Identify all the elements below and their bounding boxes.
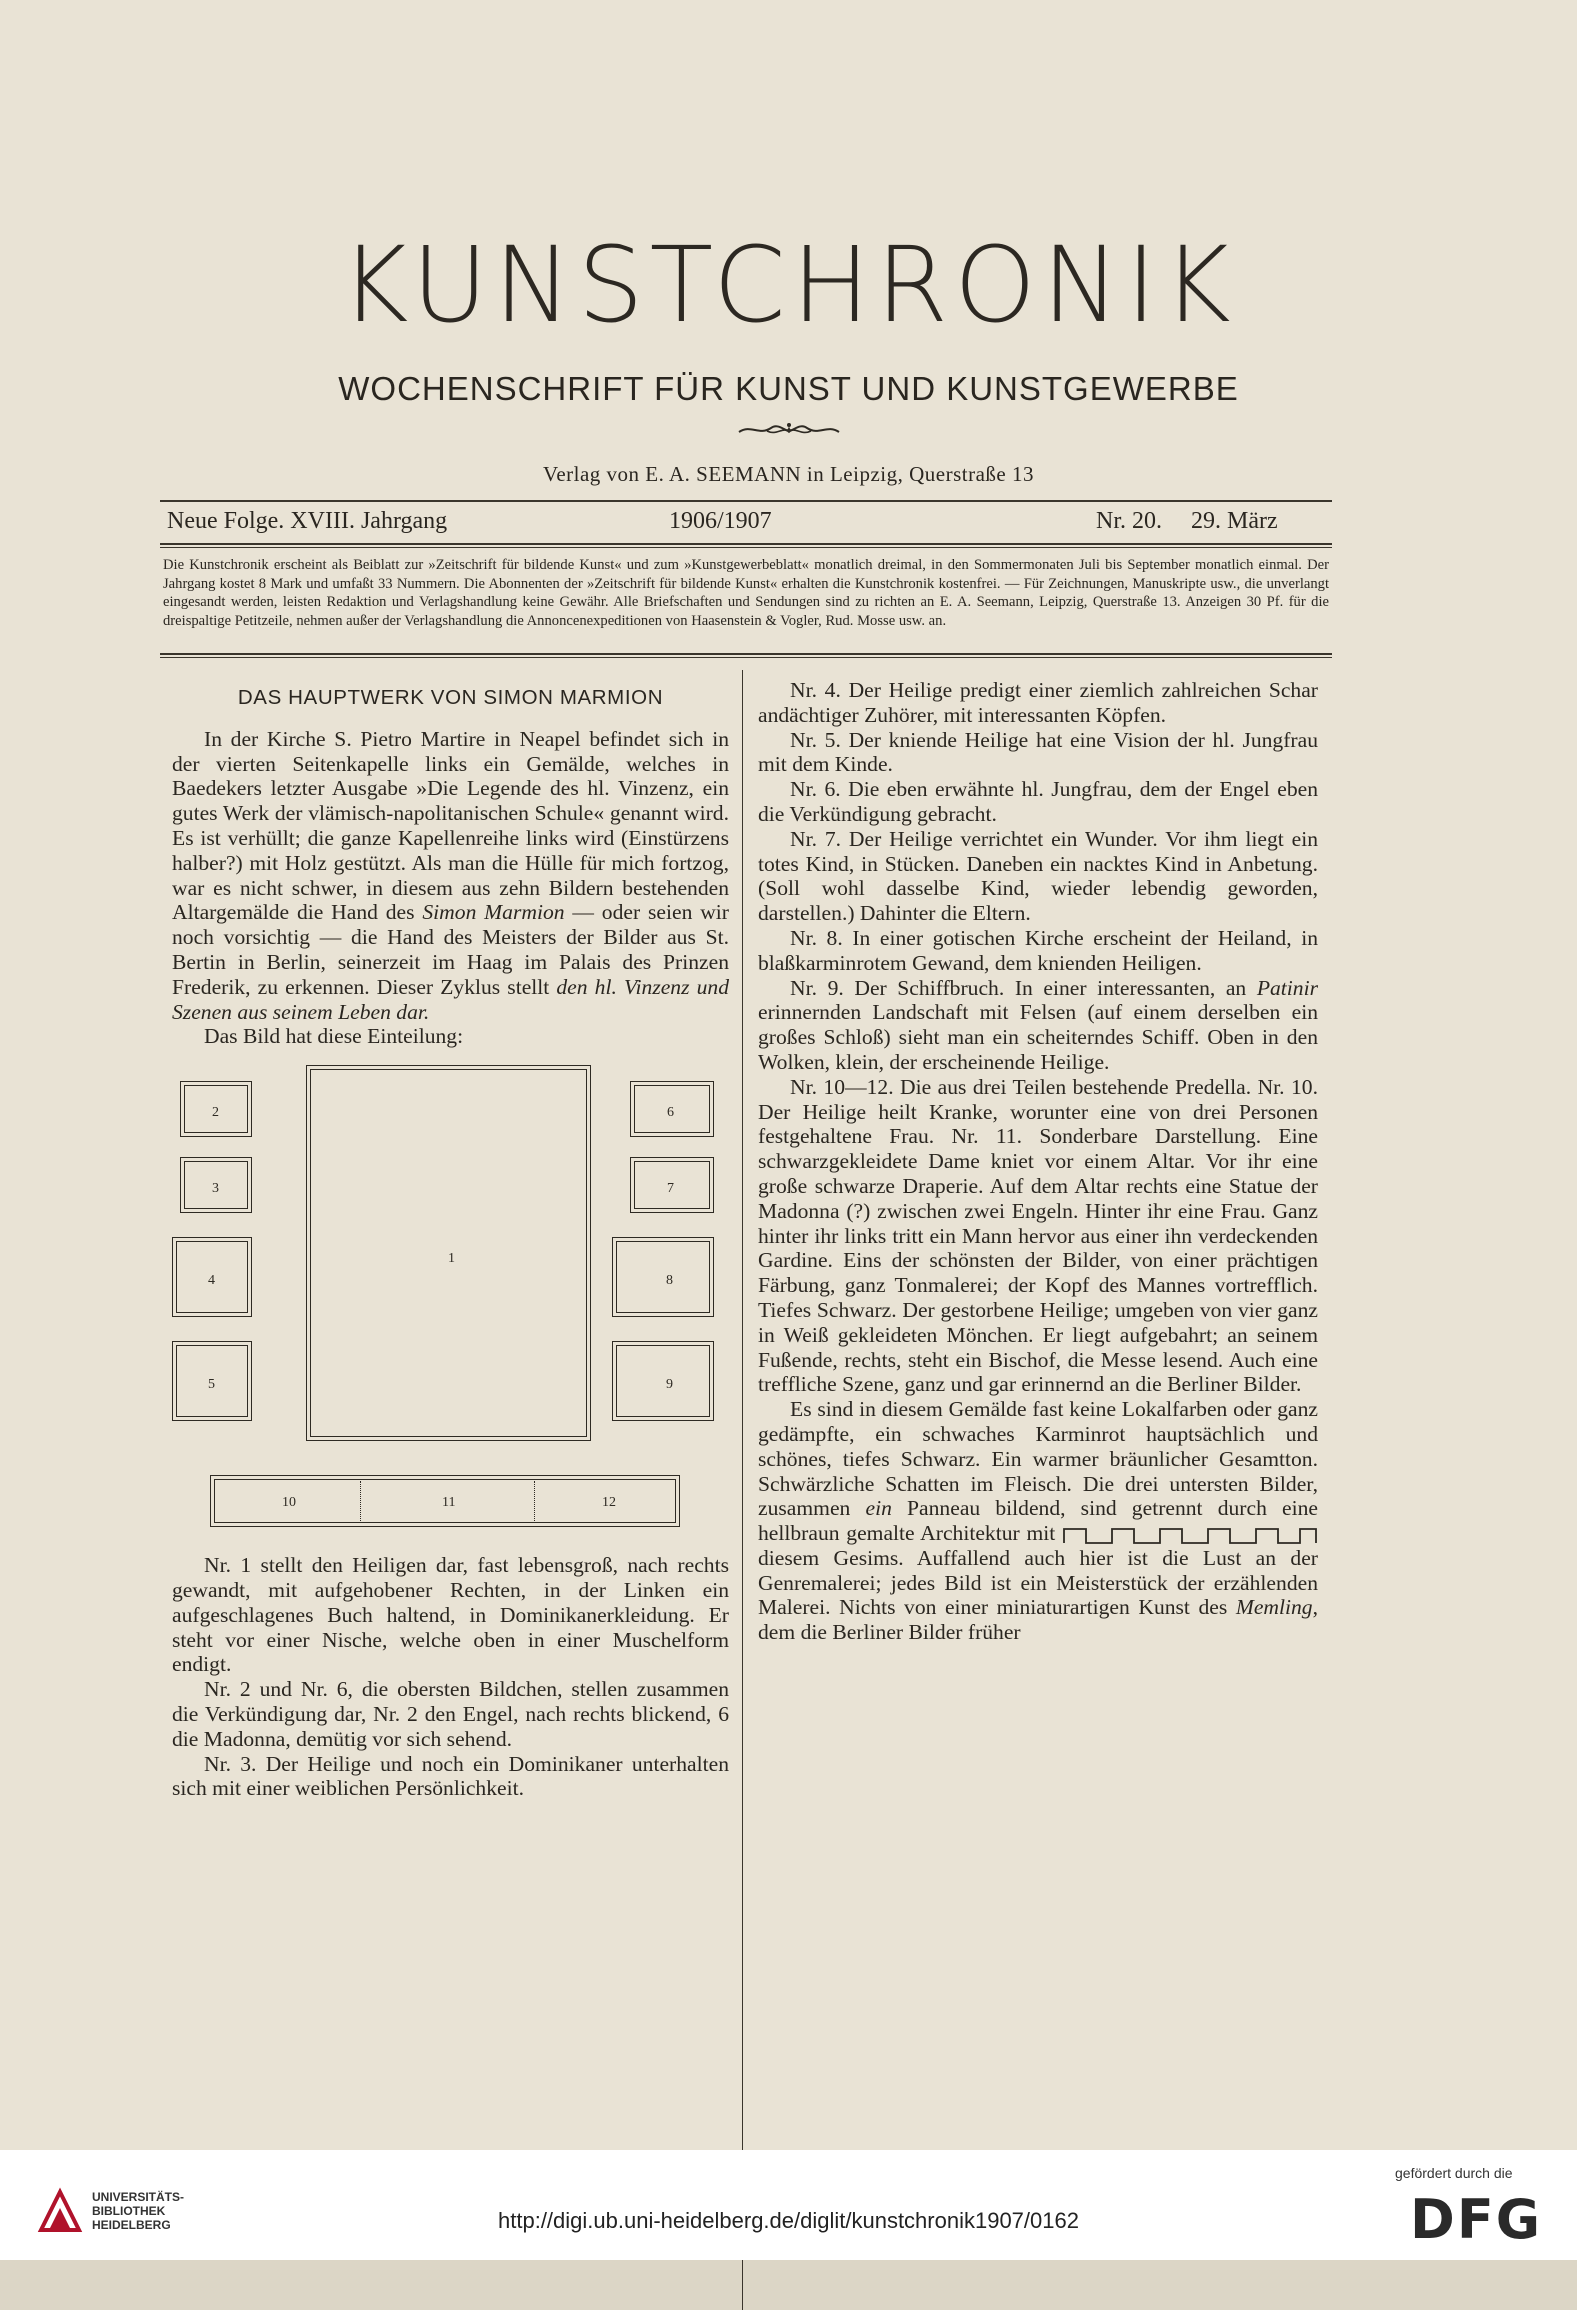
- library-name-line-1: UNIVERSITÄTS-: [92, 2190, 185, 2204]
- rule-bottom: [160, 653, 1332, 655]
- predella-divider-1: [360, 1481, 361, 1521]
- patinir-name: Patinir: [1256, 975, 1318, 1000]
- memling-name: Memling: [1235, 1595, 1313, 1620]
- dfg-logo: DFG: [1410, 2188, 1543, 2251]
- panel-label-9: 9: [666, 1377, 673, 1393]
- rule-top: [160, 500, 1332, 502]
- panel-label-7: 7: [667, 1181, 674, 1197]
- panel-label-11: 11: [442, 1495, 456, 1511]
- panel-label-3: 3: [212, 1181, 219, 1197]
- rule-mid: [160, 543, 1332, 545]
- funding-label: gefördert durch die: [1395, 2165, 1513, 2181]
- paragraph-nr6: Nr. 6. Die eben erwähnte hl. Jungfrau, dem der Engel eben die Verkündigung gebracht.: [758, 777, 1318, 826]
- masthead: [0, 225, 1577, 345]
- ein-emphasis: ein: [865, 1496, 892, 1521]
- article-heading: DAS HAUPTWERK VON SIMON MARMION: [237, 686, 664, 709]
- colors-text-4: , dem die Berliner Bilder früher: [758, 1595, 1318, 1645]
- issue-date: 29. März: [1191, 508, 1278, 534]
- colors-text: Es sind in diesem Gemälde fast keine Lokalfarben oder ganz gedämpfte, ein schwaches Karminrot hauptsächlich und schönes, tiefes Schwarz. Ein warmer bräunlicher Gesamtton. Schwärzliche Schatten im Fleisch. Die drei untersten Bilder, zusammen: [758, 1397, 1318, 1521]
- panel-label-12: 12: [602, 1495, 616, 1511]
- library-name-line-2: BIBLIOTHEK: [92, 2204, 166, 2218]
- panel-label-10: 10: [282, 1495, 296, 1511]
- panel-label-8: 8: [666, 1273, 673, 1289]
- artist-name: Simon Marmion: [422, 900, 565, 925]
- issue-year: 1906/1907: [669, 508, 772, 534]
- paragraph-nr7: Nr. 7. Der Heilige verrichtet ein Wunder. Vor ihm liegt ein totes Kind, in Stücken. Daneben ein nacktes Kind in Anbetung. (Soll wohl dasselbe Kind, wieder lebendig geworden, darstellen.) Dahinter die Eltern.: [758, 826, 1318, 926]
- issue-line: [167, 508, 1325, 538]
- digitization-footer: [0, 2150, 1577, 2260]
- paragraph-nr2-6: Nr. 2 und Nr. 6, die obersten Bildchen, stellen zusammen die Verkündigung dar, Nr. 2 den Engel, nach rechts blickend, 6 die Madonna, demütig vor sich sehend.: [172, 1677, 729, 1751]
- publisher-line: Verlag von E. A. SEEMANN in Leipzig, Querstraße 13: [543, 462, 1034, 486]
- panel-label-1: 1: [448, 1251, 455, 1267]
- column-left: [172, 678, 729, 1801]
- panel-label-5: 5: [208, 1377, 215, 1393]
- issue-number: Nr. 20.: [1096, 508, 1162, 534]
- paragraph-nr1: Nr. 1 stellt den Heiligen dar, fast lebensgroß, nach rechts gewandt, mit aufgehobener Rechten, in der Linken ein aufgeschlagenes Buch haltend, in Dominikanerkleidung. Er steht vor einer Nische, welche oben in einer Muschelform endigt.: [172, 1553, 729, 1677]
- predella-divider-2: [534, 1481, 535, 1521]
- paragraph-nr3: Nr. 3. Der Heilige und noch ein Dominikaner unterhalten sich mit einer weiblichen Persönlichkeit.: [172, 1751, 729, 1801]
- nr9-text-2: erinnernden Landschaft mit Felsen (auf einem derselben ein großes Schloß) sieht man ein scheiterndes Schiff. Oben in den Wolken, klein, der erscheinende Heilige.: [758, 1000, 1318, 1074]
- colors-text-2: Panneau bildend, sind getrennt durch eine hellbraun gemalte Architektur mit: [758, 1496, 1318, 1546]
- paragraph-nr8: Nr. 8. In einer gotischen Kirche erscheint der Heiland, in blaßkarminrotem Gewand, dem knienden Heiligen.: [758, 925, 1318, 975]
- subscription-notice: Die Kunstchronik erscheint als Beiblatt zur »Zeitschrift für bildende Kunst« und zum »Kunstgewerbeblatt« monatlich dreimal, in den Sommermonaten Juli bis September monatlich einmal. Der Jahrgang kostet 8 Mark und umfaßt 33 Nummern. Die Abonnenten der »Zeitschrift für bildende Kunst« erhalten die Kunstchronik kostenfrei. — Für Zeichnungen, Manuskripte usw., die unverlangt eingesandt werden, leisten Redaktion und Verlagshandlung keine Gewähr. Alle Briefschaften und Sendungen sind zu richten an E. A. Seemann, Leipzig, Querstraße 13. Anzeigen 30 Pf. für die dreispaltige Petitzeile, nehmen außer der Verlagshandlung die Annoncenexpeditionen von Haasenstein & Vogler, Rud. Mosse usw. an.: [163, 557, 1329, 629]
- paragraph-colors: [758, 1397, 1318, 1645]
- paragraph-layout: Das Bild hat diese Einteilung:: [204, 1024, 464, 1049]
- panel-label-2: 2: [212, 1105, 219, 1121]
- journal-title: KUNSTCHRONIK: [340, 224, 1237, 346]
- panel-label-4: 4: [208, 1273, 215, 1289]
- paragraph-intro: [172, 727, 729, 1025]
- ornament-icon: [737, 418, 841, 440]
- intro-text: In der Kirche S. Pietro Martire in Neapel befindet sich in der vierten Seitenkapelle links ein Gemälde, welches in Baedekers letzter Ausgabe »Die Legende des hl. Vinzenz, ein gutes Werk der vlämisch-napolitanischen Schule« genannt wird. Es ist verhüllt; die ganze Kapellenreihe links wird (Einstürzens halber?) mit Holz gestützt. Als man die Hülle für mich fortzog, war es nicht schwer, in diesem aus zehn Bildern bestehenden Altargemälde die Hand des: [172, 726, 729, 925]
- issue-series: Neue Folge. XVIII. Jahrgang: [167, 508, 448, 534]
- paragraph-nr10-12: Nr. 10—12. Die aus drei Teilen bestehende Predella. Nr. 10. Der Heilige heilt Kranke, worunter eine von drei Personen festgehaltene Frau. Nr. 11. Sonderbare Darstellung. Eine schwarzgekleidete Dame kniet vor einem Altar. Vor ihr eine große schwarze Draperie. Auf dem Altar rechts eine Statue der Madonna (?) zwischen zwei Engeln. Hinter ihr eine Frau. Ganz hinter ihr links tritt ein Mann hervor aus einer ihn verdeckenden Gardine. Eins der schönsten der Bilder, von einer prächtigen Färbung, ganz Tonmalerei; der Kopf des Mannes vortrefflich. Tiefes Schwarz. Der gestorbene Heilige; umgeben von vier ganz in Weiß gekleideten Mönchen. Er liegt aufgebahrt; an seinem Fußende, rechts, steht ein Bischof, die Messe lesend. Auch eine treffliche Szene, ganz und gar erinnernd an die Berliner Bilder.: [758, 1074, 1318, 1397]
- paragraph-nr4: Nr. 4. Der Heilige predigt einer ziemlich zahlreichen Schar andächtiger Zuhörer, mit interessanten Köpfen.: [758, 678, 1318, 727]
- nr9-text: Nr. 9. Der Schiffbruch. In einer interessanten, an: [790, 975, 1257, 1000]
- rule-mid-thin: [160, 547, 1332, 548]
- panel-8: [612, 1237, 714, 1317]
- paragraph-nr9: [758, 976, 1318, 1075]
- colors-text-3: diesem Gesims. Auffallend auch hier ist die Lust an der Genremalerei; jedes Bild ist ein Meisterstück der erzählenden Malerei. Nichts von einer miniaturartigen Kunst des: [758, 1545, 1318, 1620]
- library-name-line-3: HEIDELBERG: [92, 2218, 171, 2232]
- intro-text-2: — oder seien wir noch vorsichtig — die Hand des Meisters der Bilder aus St. Bertin in Berlin, seinerzeit im Haag im Palais des Prinzen Frederik, zu erkennen. Dieser Zyklus stellt: [172, 900, 729, 999]
- altarpiece-diagram: [172, 1057, 729, 1543]
- rule-bottom-thin: [160, 657, 1332, 658]
- paragraph-nr5: Nr. 5. Der kniende Heilige hat eine Vision der hl. Jungfrau mit dem Kinde.: [758, 727, 1318, 777]
- cornice-pattern-icon: [1062, 1525, 1318, 1545]
- journal-subtitle: WOCHENSCHRIFT FÜR KUNST UND KUNSTGEWERBE: [338, 370, 1239, 407]
- column-divider: [742, 670, 743, 2310]
- source-url[interactable]: http://digi.ub.uni-heidelberg.de/diglit/kunstchronik1907/0162: [498, 2208, 1079, 2233]
- column-right: [758, 678, 1318, 1645]
- panel-label-6: 6: [667, 1105, 674, 1121]
- panel-9: [612, 1341, 714, 1421]
- cycle-title: den hl. Vinzenz und Szenen aus seinem Leben dar.: [172, 974, 729, 1024]
